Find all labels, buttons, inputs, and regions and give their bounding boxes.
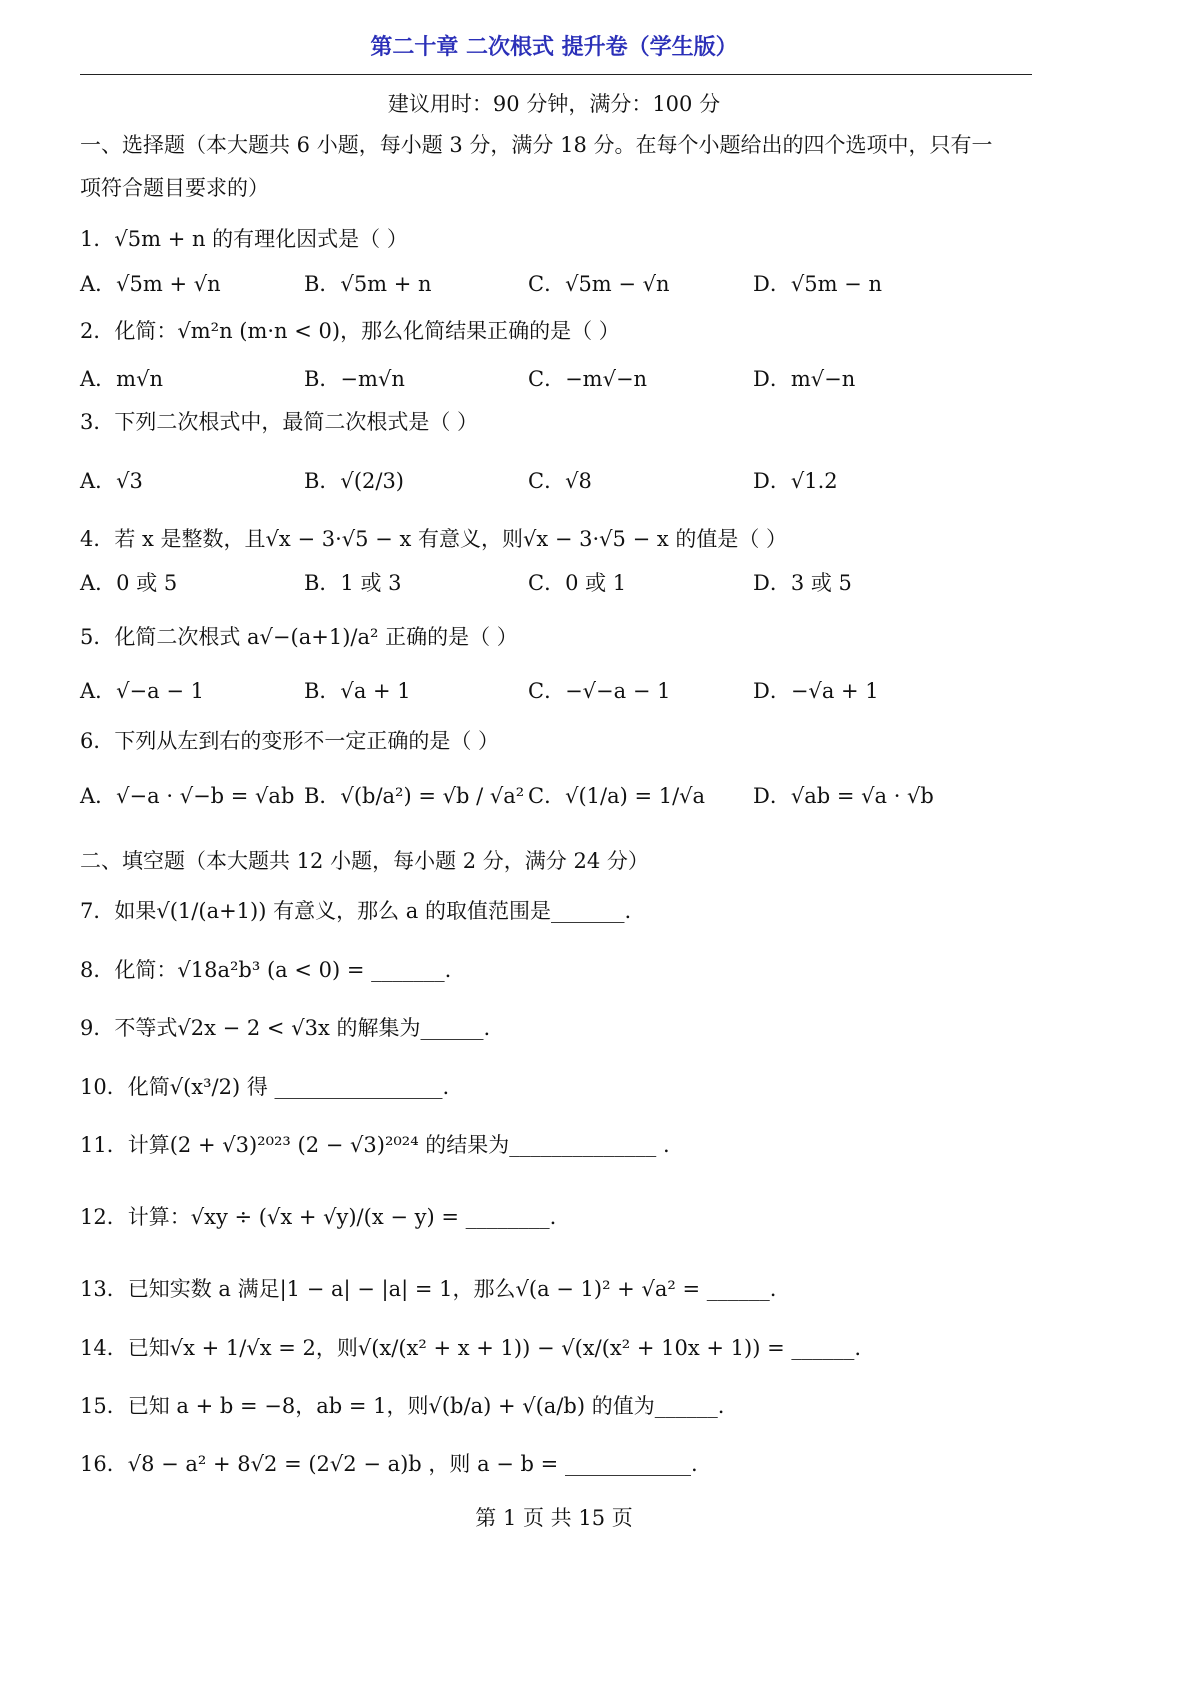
q6-option-c: C．√(1/a) = 1/√a [528,784,706,808]
q4-option-b: B．1 或 3 [304,571,402,595]
q2-option-c: C．−m√−n [528,367,648,391]
page-title: 第二十章 二次根式 提升卷（学生版） [370,35,738,60]
question-8: 8．化简：√18a²b³ (a < 0) = _______. [80,958,452,982]
q6-option-a: A．√−a · √−b = √ab [80,784,295,808]
question-16: 16．√8 − a² + 8√2 = (2√2 − a)b ，则 a − b = ____________. [80,1452,698,1476]
question-13: 13．已知实数 a 满足|1 − a| − |a| = 1，那么√(a − 1)² + √a² = ______. [80,1277,777,1301]
question-1: 1．√5m + n 的有理化因式是（ ） [80,227,408,251]
question-3: 3．下列二次根式中，最简二次根式是（ ） [80,410,479,434]
question-5: 5．化简二次根式 a√−(a+1)/a² 正确的是（ ） [80,625,518,649]
q3-option-c: C．√8 [528,469,592,493]
q4-option-c: C．0 或 1 [528,571,627,595]
q5-option-d: D．−√a + 1 [753,679,879,703]
q2-option-a: A．m√n [80,367,163,391]
q1-option-a: A．√5m + √n [80,272,221,296]
question-4: 4．若 x 是整数，且√x − 3·√5 − x 有意义，则√x − 3·√5 − x 的值是（ ） [80,527,788,551]
question-14: 14．已知√x + 1/√x = 2，则√(x/(x² + x + 1)) − √(x/(x² + 10x + 1)) = ______. [80,1336,862,1360]
q5-option-a: A．√−a − 1 [80,679,204,703]
q6-option-b: B．√(b/a²) = √b / √a² [304,784,525,808]
section2-heading: 二、填空题（本大题共 12 小题，每小题 2 分，满分 24 分） [80,849,649,873]
page-number-footer: 第 1 页 共 15 页 [475,1506,633,1530]
q4-option-d: D．3 或 5 [753,571,852,595]
question-7: 7．如果√(1/(a+1)) 有意义，那么 a 的取值范围是_______. [80,899,632,923]
question-9: 9．不等式√2x − 2 < √3x 的解集为______. [80,1016,491,1040]
section1-heading-cont: 项符合题目要求的） [80,176,269,200]
q2-option-b: B．−m√n [304,367,405,391]
q2-option-d: D．m√−n [753,367,856,391]
q1-option-d: D．√5m − n [753,272,882,296]
question-10: 10．化简√(x³/2) 得 ________________. [80,1075,450,1099]
q4-option-a: A．0 或 5 [80,571,178,595]
q6-option-d: D．√ab = √a · √b [753,784,934,808]
q1-option-c: C．√5m − √n [528,272,670,296]
q5-option-b: B．√a + 1 [304,679,411,703]
title-rule [80,74,1032,75]
time-score-note: 建议用时：90 分钟，满分：100 分 [387,92,721,116]
question-6: 6．下列从左到右的变形不一定正确的是（ ） [80,729,500,753]
q1-option-b: B．√5m + n [304,272,432,296]
q3-option-d: D．√1.2 [753,469,838,493]
question-12: 12．计算：√xy ÷ (√x + √y)/(x − y) = ________. [80,1205,557,1229]
q3-option-b: B．√(2/3) [304,469,404,493]
question-11: 11．计算(2 + √3)²⁰²³ (2 − √3)²⁰²⁴ 的结果为______________ . [80,1133,670,1157]
section1-heading: 一、选择题（本大题共 6 小题，每小题 3 分，满分 18 分。在每个小题给出的四个选项中，只有一 [80,133,993,157]
q5-option-c: C．−√−a − 1 [528,679,671,703]
q3-option-a: A．√3 [80,469,143,493]
question-15: 15．已知 a + b = −8，ab = 1，则√(b/a) + √(a/b) 的值为______. [80,1394,725,1418]
question-2: 2．化简：√m²n (m·n < 0)，那么化简结果正确的是（ ） [80,319,620,343]
